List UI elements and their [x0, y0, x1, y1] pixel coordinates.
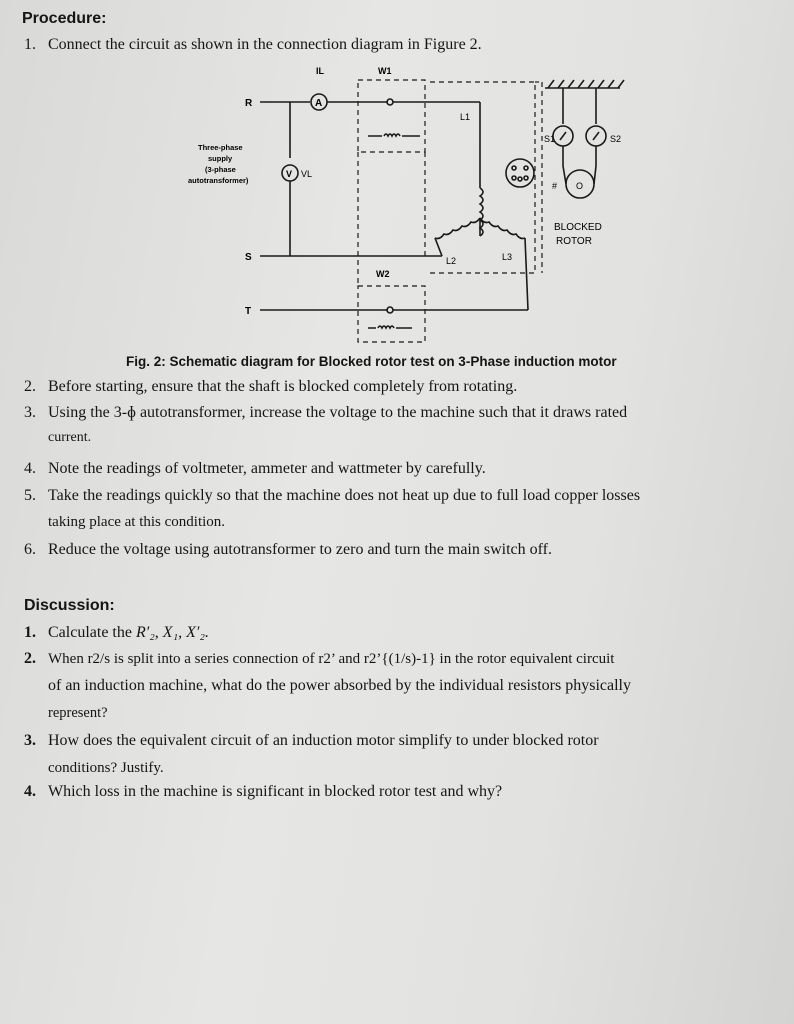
- label-blocked: BLOCKED: [554, 222, 602, 233]
- procedure-step-5: [24, 487, 640, 505]
- step-number: 1.: [24, 36, 36, 53]
- step-text: Using the 3-ɸ autotransformer, increase the voltage to the machine such that it draws rated: [48, 404, 628, 421]
- label-w1: W1: [378, 66, 392, 76]
- question-math: R′₂, X₁, X′₂.: [135, 624, 209, 641]
- question-text: How does the equivalent circuit of an induction motor simplify to under blocked rotor: [48, 732, 599, 749]
- procedure-step-3: [24, 404, 627, 422]
- procedure-step-4: [24, 460, 486, 478]
- procedure-step-2: [24, 378, 517, 396]
- winding-l2: [435, 218, 480, 239]
- step-text: Reduce the voltage using autotransformer to zero and turn the main switch off.: [48, 541, 552, 558]
- label-l1: L1: [460, 112, 471, 122]
- question-text: Calculate the: [48, 624, 136, 641]
- procedure-step-5-cont: taking place at this condition.: [48, 514, 226, 530]
- supply-label-2: supply: [208, 154, 233, 163]
- label-t: T: [245, 306, 252, 317]
- discussion-q3: [24, 732, 599, 750]
- discussion-q2-line3: represent?: [48, 705, 108, 721]
- label-vl: VL: [301, 169, 313, 179]
- discussion-q3-line2: conditions? Justify.: [48, 760, 164, 776]
- label-s: S: [245, 252, 252, 263]
- winding-l3: [480, 218, 525, 239]
- supply-label-3: (3-phase: [205, 165, 236, 174]
- supply-label-1: Three-phase: [198, 143, 243, 152]
- voltmeter-label: V: [286, 169, 293, 179]
- connection-diagram: [150, 58, 630, 350]
- question-number: 2.: [24, 650, 36, 667]
- step-text: Note the readings of voltmeter, ammeter and wattmeter by carefully.: [48, 460, 486, 477]
- supply-label-4: autotransformer): [188, 176, 249, 185]
- wattmeter-w1-box: [358, 80, 425, 152]
- discussion-q2-line2: of an induction machine, what do the power absorbed by the individual resistors physically: [48, 677, 631, 694]
- label-w2: W2: [376, 269, 390, 279]
- discussion-heading: Discussion:: [24, 597, 115, 614]
- step-number: 5.: [24, 487, 36, 504]
- figure-caption: Fig. 2: Schematic diagram for Blocked rotor test on 3-Phase induction motor: [126, 354, 617, 369]
- label-s2: S2: [610, 134, 622, 144]
- procedure-step-1: [24, 36, 482, 54]
- wattmeter-w2-box: [358, 286, 425, 342]
- step-number: 3.: [24, 404, 36, 421]
- discussion-q1: [24, 624, 209, 642]
- label-l3: L3: [502, 252, 513, 262]
- label-l2: L2: [446, 256, 457, 266]
- label-il: IL: [316, 66, 324, 76]
- question-number: 1.: [24, 624, 36, 641]
- label-rotor: ROTOR: [556, 236, 592, 247]
- label-s1: S1: [544, 134, 556, 144]
- question-number: 3.: [24, 732, 36, 749]
- label-hash: #: [552, 181, 558, 191]
- procedure-step-3-cont: current.: [48, 430, 92, 445]
- label-rotor-o: O: [576, 181, 584, 191]
- procedure-step-6: [24, 541, 552, 559]
- discussion-q2: [24, 650, 614, 668]
- step-text: Connect the circuit as shown in the connection diagram in Figure 2.: [48, 36, 482, 53]
- step-number: 2.: [24, 378, 36, 395]
- procedure-heading: Procedure:: [22, 10, 107, 27]
- rotor-disc: [506, 159, 534, 187]
- step-number: 4.: [24, 460, 36, 477]
- step-number: 6.: [24, 541, 36, 558]
- label-r: R: [245, 98, 253, 109]
- step-text: Take the readings quickly so that the machine does not heat up due to full load copper losses: [48, 487, 641, 504]
- ammeter-label: A: [315, 98, 323, 109]
- step-text: Before starting, ensure that the shaft is blocked completely from rotating.: [48, 378, 518, 395]
- discussion-q4: [24, 783, 502, 801]
- question-text: Which loss in the machine is significant in blocked rotor test and why?: [48, 783, 503, 800]
- question-number: 4.: [24, 783, 36, 800]
- question-text: When r2/s is split into a series connection of r2’ and r2’{(1/s)-1} in the rotor equivalent circuit: [48, 651, 615, 667]
